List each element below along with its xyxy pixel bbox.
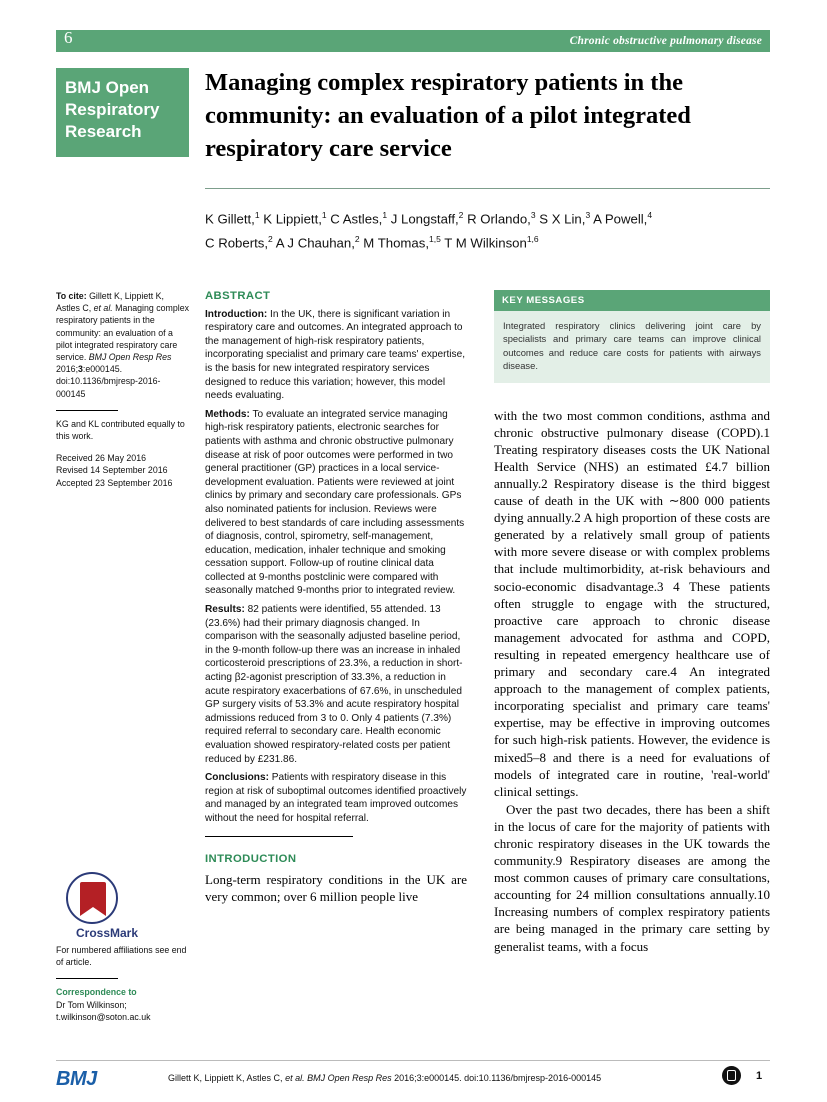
bmj-logo: BMJ — [56, 1068, 97, 1090]
crossmark-shield-icon — [80, 882, 106, 916]
journal-logo-line-3: Research — [65, 122, 142, 141]
abstract-text-results: 82 patients were identified, 55 attended. 13 (23.6%) had their primary diagnosis changed. In comparison with the seasonally adjusted baseline period, in the 9-month follow-up there was an increase in inhaled corticosteroid prescriptions of 23.3%, a reduction in short-acting β2-agonist prescription of 33.3%, a reduction in acute respiratory exacerbations of 67.6%, in unscheduled GP surgery visits of 53.3% and acute respiratory hospital admissions reduced from 3 to 0. Only 4 patients (7.3%) required referral to secondary care. Health economic evaluation showed respiratory-related costs per patient reduced by £231.86. — [205, 604, 463, 765]
introduction-heading: INTRODUCTION — [205, 852, 297, 865]
right-column — [494, 290, 770, 955]
crossmark-icon — [66, 872, 118, 924]
abstract-section-conclusions — [205, 771, 467, 825]
revised-date: Revised 14 September 2016 — [56, 465, 168, 476]
key-messages-heading: KEY MESSAGES — [494, 290, 770, 311]
crossmark-badge[interactable] — [66, 872, 186, 940]
abstract-section-introduction — [205, 308, 467, 403]
received-date: Received 26 May 2016 — [56, 453, 146, 464]
abstract-label-methods: Methods: — [205, 408, 250, 420]
left-divider-1 — [56, 410, 118, 411]
running-header-bar — [56, 30, 770, 52]
footer-divider — [56, 1060, 770, 1061]
correspondence-block — [56, 986, 189, 1023]
introduction-text: Long-term respiratory conditions in the UK are very common; over 6 million people live — [205, 872, 467, 905]
body-paragraph-2: Over the past two decades, there has been a shift in the locus of care for the majority of patients with chronic respiratory diseases in the UK towards the community.9 Respiratory diseases are among the most common causes of primary care consultations, accounting for 24 million consultations annually.10 Increasing numbers of complex respiratory patients are being managed in the primary care setting by generalist teams, with a focus — [494, 801, 770, 954]
open-access-icon — [722, 1066, 741, 1085]
crossmark-label: CrossMark — [76, 926, 139, 940]
abstract-label-conclusions: Conclusions: — [205, 772, 269, 784]
abstract-text-methods: To evaluate an integrated service managing high-risk respiratory patients, electronic searches for patients with asthma and chronic obstructive pulmonary disease at risk of poor outcomes were performed in two general practitioner (GP) practices in a local service-development evaluation. Patients were reviewed at joint clinics by primary and secondary care professionals. GPs also nominated patients for inclusion. Reviews were delivered to best standards of care including assessments of diagnosis, control, spirometry, self-management, education, medication, inhaler technique and smoking cessation support. Follow-up of routine clinical data collected at 9-months postclinic were compared with seasonally matched 9-months prior to integrated review. — [205, 408, 465, 597]
abstract-section-methods — [205, 408, 467, 598]
journal-logo-line-1: BMJ Open — [65, 78, 150, 97]
abstract-column — [205, 290, 467, 905]
page-title: Managing complex respiratory patients in the community: an evaluation of a pilot integrated respiratory care service — [205, 69, 691, 162]
journal-logo-line-2: Respiratory — [65, 100, 160, 119]
correspondence-email[interactable]: t.wilkinson@soton.ac.uk — [56, 1011, 151, 1022]
body-text — [494, 407, 770, 955]
footer-citation-part-2: 2016;3:e000145. doi:10.1136/bmjresp-2016-000145 — [394, 1073, 602, 1083]
footer-page-number: 1 — [756, 1070, 763, 1082]
abstract-text-conclusions: Patients with respiratory disease in this region at risk of suboptimal outcomes identified proactively and managed by an integrated team improved outcomes without the need for hospital referral. — [205, 772, 467, 824]
abstract-text-introduction: In the UK, there is significant variation in respiratory care and outcomes. An integrated approach to the management of high-risk respiratory patients, incorporating specialist and primary care teams' expertise, is the basis for new integrated respiratory services designed to reduce this variation; however, this model needs evaluating. — [205, 308, 465, 402]
author-line-2: C Roberts,$^2$ A J Chauhan,$^2$ M Thomas,$^{1,5}$ T M Wilkinson$^{1,6}$ — [205, 234, 539, 251]
correspondence-name: Dr Tom Wilkinson; — [56, 999, 127, 1010]
running-header-title: Chronic obstructive pulmonary disease — [569, 35, 762, 47]
left-divider-2 — [56, 978, 118, 979]
footer-citation — [168, 1073, 601, 1083]
contribution-note: KG and KL contributed equally to this work. — [56, 418, 185, 442]
footer-citation-part-1: Gillett K, Lippiett K, Astles C, — [168, 1073, 286, 1083]
abstract-section-results — [205, 603, 467, 766]
accepted-date: Accepted 23 September 2016 — [56, 477, 173, 488]
author-list — [205, 205, 765, 254]
to-cite-block — [56, 290, 189, 400]
journal-logo — [56, 68, 189, 157]
abstract-label-introduction: Introduction: — [205, 308, 268, 320]
to-cite-text: Gillett K, Lippiett K, Astles C, et al. Managing complex respiratory patients in the community: an evaluation of a pilot integrated respiratory care service. BMJ Open Resp Res 2016;3:e000145. doi:10.1136/bmjresp-2016-000145 — [56, 291, 189, 399]
author-line-1: K Gillett,$^1$ K Lippiett,$^1$ C Astles,$^1$ J Longstaff,$^2$ R Orlando,$^3$ S X Lin,$^3$ A Powell,$^4$ — [205, 210, 653, 227]
correspondence-label: Correspondence to — [56, 987, 137, 998]
abstract-label-results: Results: — [205, 604, 245, 616]
body-paragraph-1: with the two most common conditions, asthma and chronic obstructive pulmonary disease (COPD).1 Treating respiratory diseases costs the UK National Health Service (NHS) an estimated £4.7 billion annually.2 Respiratory disease is the third biggest cause of death in the UK with ∼800 000 patients dying annually.2 A high proportion of these costs are generated by a relatively small group of patients with more severe disease or with complex problems that include multimorbidity, at-risk behaviours and socio-economic disadvantage.3 4 These patients often struggle to engage with the structured, proactive care approach to chronic disease management advocated for asthma and COPD, resulting in repeated emergency healthcare use of primary and secondary care.4 An integrated approach to the management of complex patients, incorporating specialist and primary care teams' expertise, may be effective in improving outcomes for such high-risk patients. However, the evidence is mixed5–8 and there is a need for evaluations of models of integrated care in routine, 'real-world' clinical settings. — [494, 407, 770, 799]
key-messages-text: Integrated respiratory clinics delivering joint care by specialists and primary care teams can improve clinical outcomes and reduce care costs for patients with airways disease. — [494, 311, 770, 383]
left-footer-column — [56, 944, 189, 1033]
to-cite-label: To cite: — [56, 291, 87, 301]
abstract-divider — [205, 836, 353, 837]
affiliations-note: For numbered affiliations see end of article. — [56, 945, 187, 968]
title-divider — [205, 188, 770, 189]
abstract-heading: ABSTRACT — [205, 290, 271, 302]
header-page-number: 6 — [64, 28, 73, 47]
left-metadata-column — [56, 290, 189, 499]
footer-citation-italic: et al. BMJ Open Resp Res — [285, 1073, 395, 1083]
